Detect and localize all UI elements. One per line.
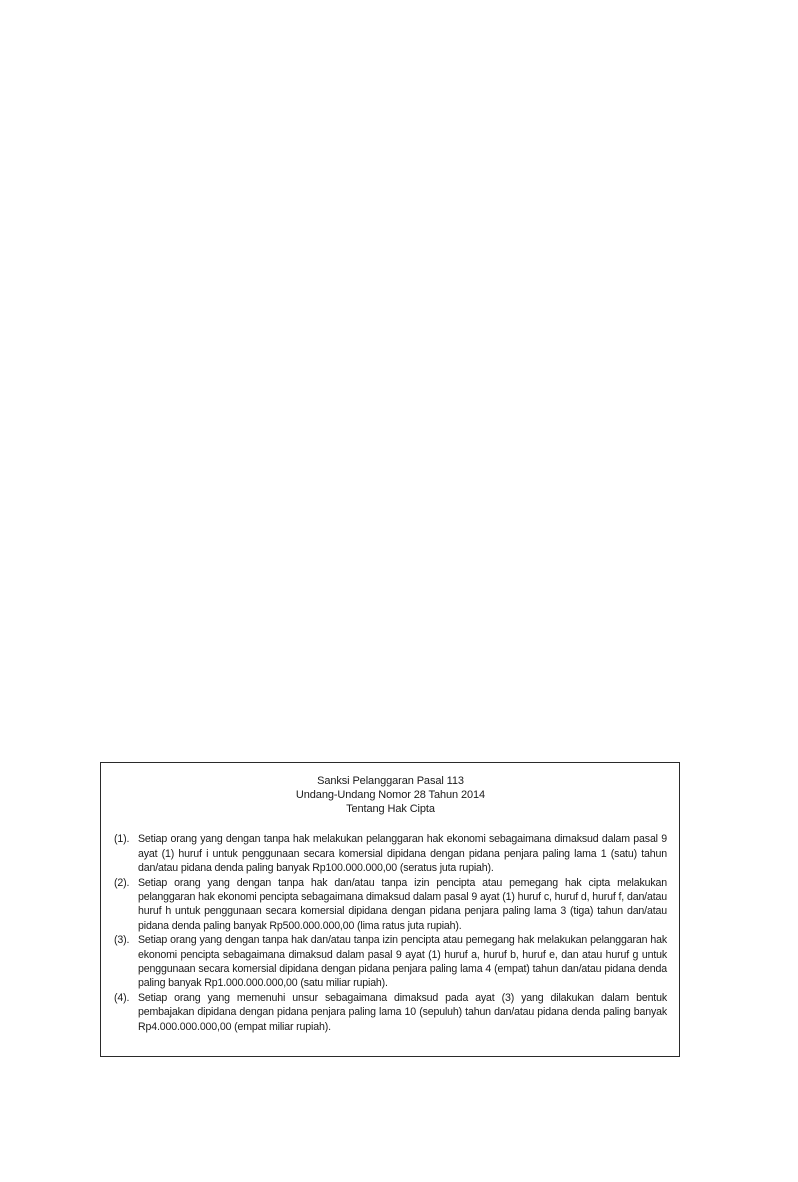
clause-item [114, 832, 667, 875]
clause-number: (3). [114, 934, 130, 947]
clause-number: (1). [114, 833, 130, 846]
law-reference: Undang-Undang Nomor 28 Tahun 2014 [295, 788, 486, 801]
clause-list [114, 832, 667, 1034]
copyright-sanction-box [100, 762, 680, 1057]
clause-text: Setiap orang yang dengan tanpa hak dan/atau tanpa izin pencipta atau pemegang hak cipta melakukan pelanggaran hak ekonomi pencipta sebagaimana dimaksud dalam pasal 9 ayat (1) huruf c, huruf d, huruf f, dan/atau huruf h untuk penggunaan secara komersial dipidana dengan pidana penjara paling lama 3 (tiga) tahun dan/atau pidana denda paling banyak Rp500.000.000,00 (lima ratus juta rupiah). [138, 876, 667, 932]
clause-item [114, 991, 667, 1034]
clause-text: Setiap orang yang dengan tanpa hak dan/atau tanpa izin pencipta atau pemegang hak melakukan pelanggaran hak ekonomi pencipta sebagaimana dimaksud dalam pasal 9 ayat (1) huruf a, huruf b, huruf e, dan atau huruf g untuk penggunaan secara komersial dipidana dengan pidana penjara paling lama 4 (empat) tahun dan/atau pidana denda paling banyak Rp1.000.000.000,00 (satu miliar rupiah). [138, 934, 667, 990]
law-subject: Tentang Hak Cipta [346, 802, 435, 815]
clause-text: Setiap orang yang dengan tanpa hak melakukan pelanggaran hak ekonomi sebagaimana dimaksud dalam pasal 9 ayat (1) huruf i untuk penggunaan secara komersial dipidana dengan pidana penjara paling lama 1 (satu) tahun dan/atau pidana denda paling banyak Rp100.000.000,00 (seratus juta rupiah). [138, 833, 667, 875]
clause-text: Setiap orang yang memenuhi unsur sebagaimana dimaksud pada ayat (3) yang dilakukan dalam bentuk pembajakan dipidana dengan pidana penjara paling lama 10 (sepuluh) tahun dan/atau pidana denda paling banyak Rp4.000.000.000,00 (empat miliar rupiah). [138, 991, 667, 1033]
clause-item [114, 933, 667, 991]
clause-number: (2). [114, 876, 130, 889]
sanction-title: Sanksi Pelanggaran Pasal 113 [317, 775, 464, 787]
sanction-heading [114, 775, 667, 816]
clause-item [114, 876, 667, 934]
clause-number: (4). [114, 991, 130, 1004]
